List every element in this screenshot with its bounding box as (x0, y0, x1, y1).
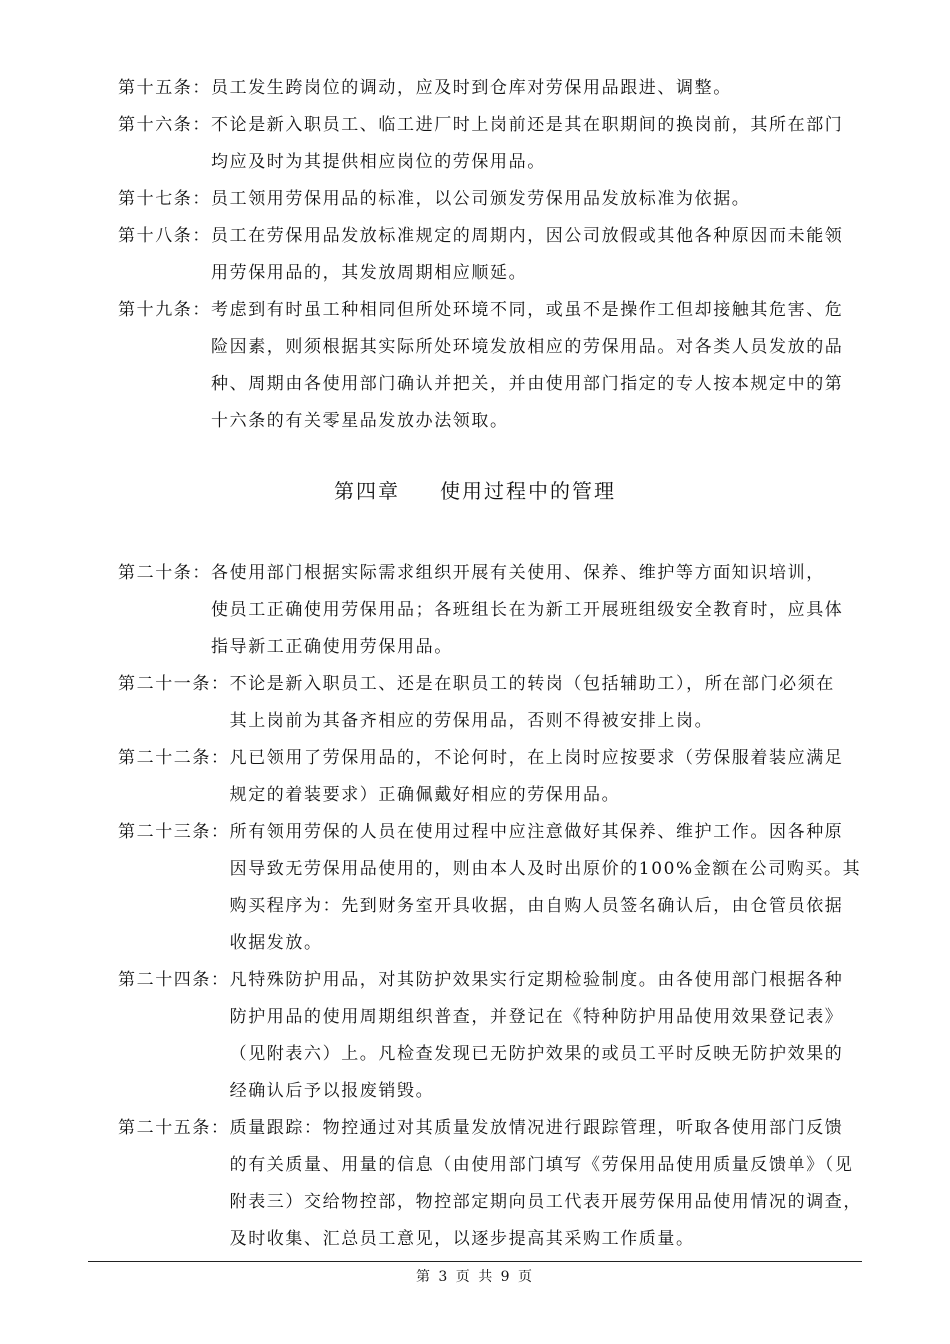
article-text: 凡特殊防护用品，对其防护效果实行定期检验制度。由各使用部门根据各种 (229, 970, 844, 990)
article-number: 第十九条： (118, 300, 211, 320)
chapter-heading (0, 474, 950, 508)
article-line (118, 925, 863, 962)
article (118, 181, 863, 218)
article-text: 各使用部门根据实际需求组织开展有关使用、保养、维护等方面知识培训， (211, 563, 825, 583)
article-text: 员工在劳保用品发放标准规定的周期内，因公司放假或其他各种原因而未能领 (211, 226, 844, 246)
article-line (118, 107, 863, 144)
article-text: 的有关质量、用量的信息（由使用部门填写《劳保用品使用质量反馈单》（见 (229, 1155, 854, 1175)
article-line (118, 1073, 863, 1110)
article-line (118, 777, 863, 814)
article-line (118, 255, 863, 292)
article-line (118, 1184, 863, 1221)
article-line (118, 292, 863, 329)
article-line (118, 329, 863, 366)
article-line (118, 70, 863, 107)
article-line (118, 1147, 863, 1184)
article-text: 收据发放。 (229, 933, 323, 953)
article-line (118, 218, 863, 255)
page-footer: 第 3 页 共 9 页 (415, 1269, 535, 1285)
article-text: 规定的着装要求）正确佩戴好相应的劳保用品。 (229, 785, 621, 805)
article-line (118, 1110, 863, 1147)
article-line (118, 1036, 863, 1073)
article (118, 666, 863, 740)
article-text: 经确认后予以报废销毁。 (229, 1081, 435, 1101)
article-text: 质量跟踪：物控通过对其质量发放情况进行跟踪管理，听取各使用部门反馈 (229, 1118, 844, 1138)
article-line (118, 666, 863, 703)
article-line (118, 1221, 863, 1258)
article-number: 第二十二条： (118, 748, 230, 768)
article (118, 1110, 863, 1258)
article-line (118, 592, 863, 629)
article-number: 第十六条： (118, 115, 211, 135)
article-text: 险因素，则须根据其实际所处环境发放相应的劳保用品。对各类人员发放的品 (211, 337, 844, 357)
article (118, 218, 863, 292)
article-text: （见附表六）上。凡检查发现已无防护效果的或员工平时反映无防护效果的 (229, 1044, 844, 1064)
article (118, 740, 863, 814)
article-line (118, 999, 863, 1036)
article-number: 第二十一条： (118, 674, 230, 694)
article-text: 及时收集、汇总员工意见，以逐步提高其采购工作质量。 (229, 1229, 695, 1249)
article (118, 107, 863, 181)
article-line (118, 555, 863, 592)
article-text: 所有领用劳保的人员在使用过程中应注意做好其保养、维护工作。因各种原 (229, 822, 844, 842)
articles-section-after (118, 555, 863, 1258)
article-line (118, 962, 863, 999)
article-text: 使员工正确使用劳保用品；各班组长在为新工开展班组级安全教育时，应具体 (211, 600, 844, 620)
article-text: 凡已领用了劳保用品的，不论何时，在上岗时应按要求（劳保服着装应满足 (229, 748, 844, 768)
chapter-title: 使用过程中的管理 (440, 479, 616, 503)
article-text: 考虑到有时虽工种相同但所处环境不同，或虽不是操作工但却接触其危害、危 (211, 300, 844, 320)
article-text: 附表三）交给物控部，物控部定期向员工代表开展劳保用品使用情况的调查， (229, 1192, 863, 1212)
article (118, 814, 863, 962)
article-text: 均应及时为其提供相应岗位的劳保用品。 (211, 152, 546, 172)
article-text: 用劳保用品的，其发放周期相应顺延。 (211, 263, 528, 283)
article-line (118, 181, 863, 218)
article-text: 购买程序为：先到财务室开具收据，由自购人员签名确认后，由仓管员依据 (229, 896, 844, 916)
chapter-number: 第四章 (334, 479, 400, 503)
article (118, 292, 863, 440)
articles-section-before (118, 70, 863, 440)
article-line (118, 814, 863, 851)
article-line (118, 144, 863, 181)
article-number: 第十八条： (118, 226, 211, 246)
article-line (118, 703, 863, 740)
article-number: 第十五条： (118, 78, 211, 98)
article-text: 员工领用劳保用品的标准，以公司颁发劳保用品发放标准为依据。 (211, 189, 751, 209)
article-number: 第二十五条： (118, 1118, 230, 1138)
article-line (118, 403, 863, 440)
article-text: 因导致无劳保用品使用的，则由本人及时出原价的100%金额在公司购买。其 (229, 859, 862, 879)
article-line (118, 629, 863, 666)
footer-divider (88, 1261, 862, 1262)
article (118, 555, 863, 666)
article (118, 962, 863, 1110)
article-text: 种、周期由各使用部门确认并把关，并由使用部门指定的专人按本规定中的第 (211, 374, 844, 394)
article-text: 防护用品的使用周期组织普查，并登记在《特种防护用品使用效果登记表》 (229, 1007, 844, 1027)
article-line (118, 888, 863, 925)
article-number: 第二十三条： (118, 822, 230, 842)
article-text: 指导新工正确使用劳保用品。 (211, 637, 453, 657)
article (118, 70, 863, 107)
article-number: 第二十四条： (118, 970, 230, 990)
article-line (118, 740, 863, 777)
article-text: 不论是新入职员工、还是在职员工的转岗（包括辅助工），所在部门必须在 (229, 674, 835, 694)
article-line (118, 851, 863, 888)
article-number: 第十七条： (118, 189, 211, 209)
article-text: 不论是新入职员工、临工进厂时上岗前还是其在职期间的换岗前，其所在部门 (211, 115, 844, 135)
article-line (118, 366, 863, 403)
article-number: 第二十条： (118, 563, 211, 583)
article-text: 其上岗前为其备齐相应的劳保用品，否则不得被安排上岗。 (229, 711, 714, 731)
article-text: 员工发生跨岗位的调动，应及时到仓库对劳保用品跟进、调整。 (211, 78, 732, 98)
article-text: 十六条的有关零星品发放办法领取。 (211, 411, 509, 431)
